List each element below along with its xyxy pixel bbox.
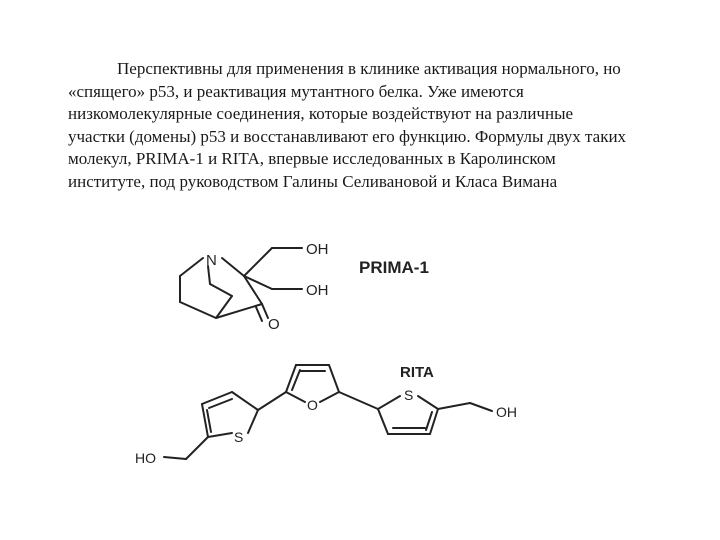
rita-hydroxyl-right-label: OH <box>496 404 517 420</box>
paragraph-line: институте, под руководством Галины Селивановой и Класа Вимана <box>68 171 558 191</box>
paragraph-line: молекул, PRIMA-1 и RITA, впервые исследованных в Каролинском <box>68 149 556 168</box>
rita-hydroxyl-left-label: HO <box>135 450 156 466</box>
paragraph-line: участки (домены) p53 и восстанавливают его функцию. Формулы двух таких <box>68 126 627 146</box>
rita-sulfur-right-label: S <box>404 387 414 403</box>
rita-structure <box>164 365 492 459</box>
prima1-structure <box>180 248 302 321</box>
prima1-title: PRIMA-1 <box>359 258 429 277</box>
rita-title: RITA <box>400 364 434 381</box>
rita-sulfur-left-label: S <box>234 429 244 445</box>
paragraph-line: «спящего» p53, и реактивация мутантного белка. Уже имеются <box>68 81 524 101</box>
paragraph-line: низкомолекулярные соединения, которые воздействуют на различные <box>68 104 574 123</box>
prima1-nitrogen-label: N <box>206 252 217 269</box>
paragraph-line: Перспективны для применения в клинике активация нормального, но <box>117 59 621 78</box>
prima1-hydroxyl-top-label: OH <box>306 241 329 258</box>
prima1-keto-oxygen-label: O <box>268 316 280 333</box>
prima1-hydroxyl-bottom-label: OH <box>306 282 329 299</box>
rita-furan-oxygen-label: O <box>307 397 318 413</box>
